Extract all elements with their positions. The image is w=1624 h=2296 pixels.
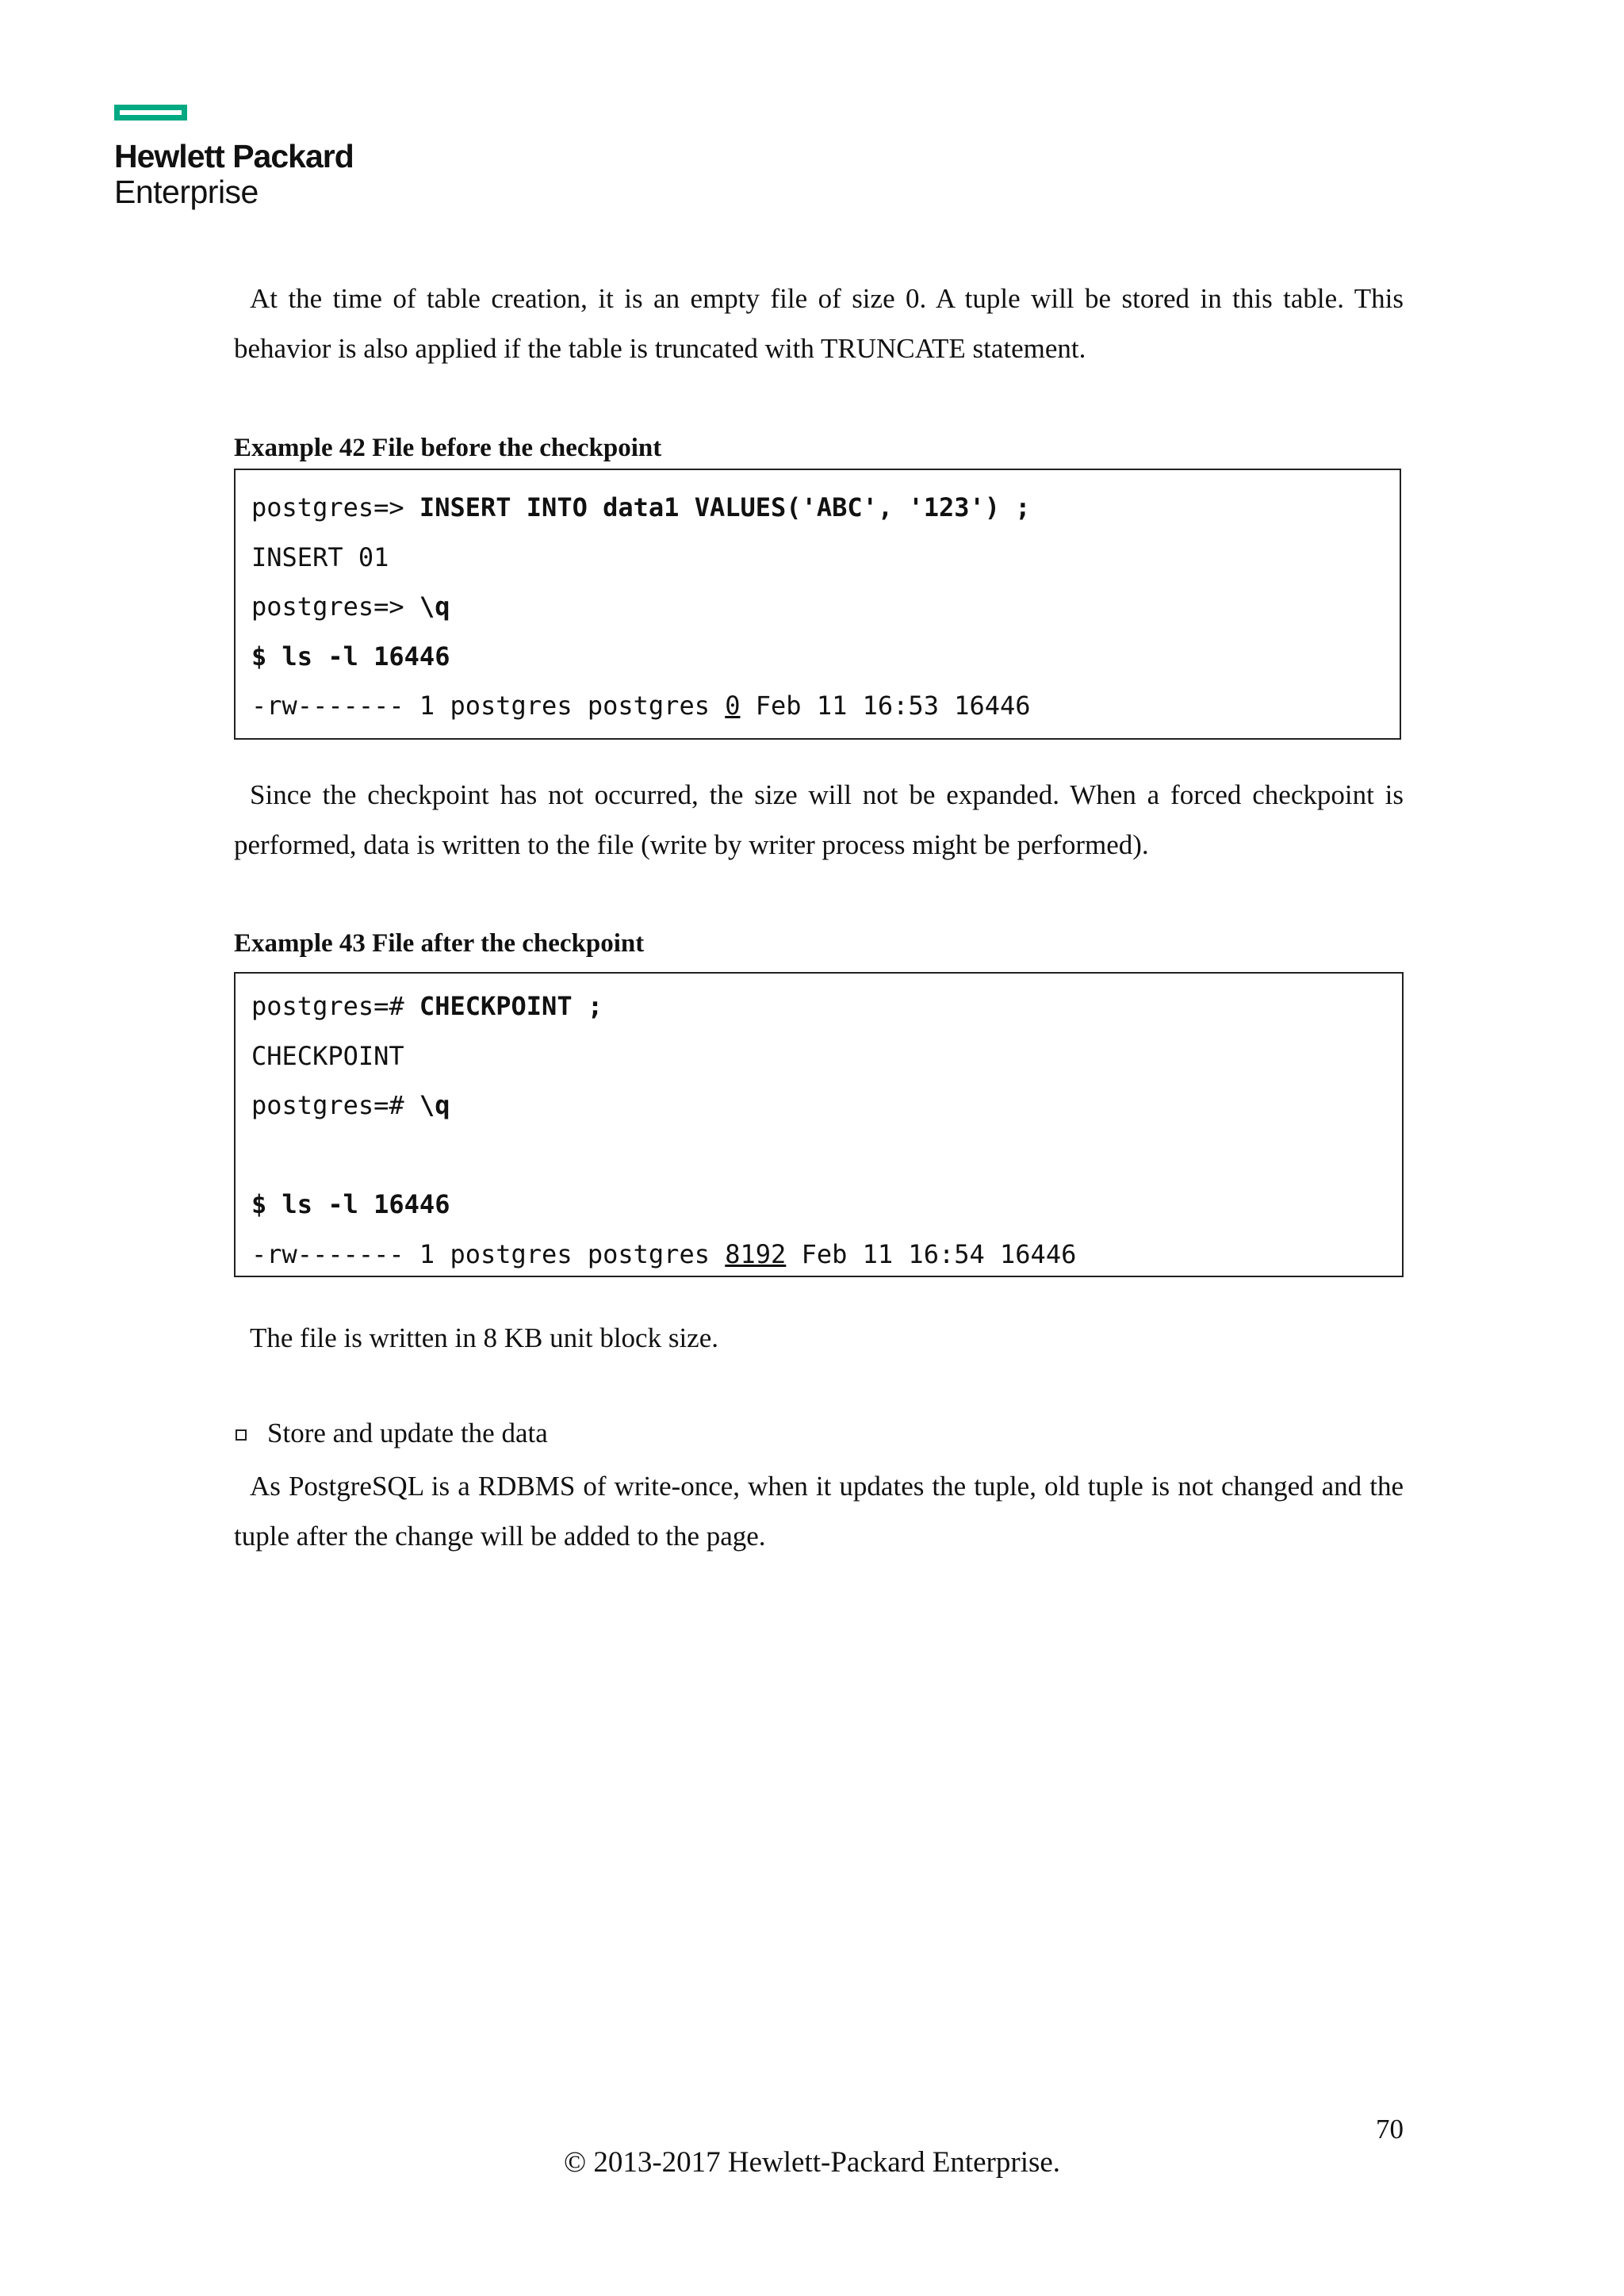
hpe-logo [114,105,354,209]
paragraph-write-once: As PostgreSQL is a RDBMS of write-once, when it updates the tuple, old tuple is not changed and the tuple after the change will be added to the page. [234,1471,1404,1552]
paragraph-table-creation: At the time of table creation, it is an empty file of size 0. A tuple will be stored in this table. This behavior is also applied if the table is truncated with TRUNCATE statement. [234,283,1404,364]
code-prompt: postgres=# [251,1090,419,1120]
code-command: CHECKPOINT ; [419,991,603,1021]
code-line [251,1230,1402,1280]
code-output-post: Feb 11 16:54 16446 [786,1238,1077,1269]
code-line [251,632,1400,682]
code-line [251,982,1402,1031]
code-command: ls -l 16446 [282,1189,450,1219]
code-line [251,681,1400,731]
example-42-code-block [234,469,1401,740]
code-command: ls -l 16446 [282,641,450,672]
logo-text-line2: Enterprise [114,174,259,210]
paragraph-checkpoint-not-occurred: Since the checkpoint has not occurred, the size will not be expanded. When a forced checkpoint is performed, data is written to the file (write by writer process might be performed). [234,779,1404,860]
bullet-text: Store and update the data [267,1418,548,1448]
paragraph-block-size: The file is written in 8 KB unit block size. [250,1322,719,1353]
code-output: INSERT 01 [251,541,389,572]
example-43-caption: Example 43 File after the checkpoint [234,929,645,958]
code-prompt: $ [251,1189,282,1219]
code-output-pre: -rw------- 1 postgres postgres [251,1238,726,1269]
logo-text-line1: Hewlett Packard [114,138,354,174]
code-line-blank [251,1131,1402,1181]
code-line [251,483,1400,533]
code-line [251,582,1400,632]
file-size-value: 0 [725,691,741,721]
code-output-post: Feb 11 16:53 16446 [740,691,1031,721]
code-output: CHECKPOINT [251,1040,404,1071]
code-prompt: postgres=> [251,591,419,622]
example-43-code-block [234,972,1404,1277]
code-output-pre: -rw------- 1 postgres postgres [251,691,726,721]
example-42-caption: Example 42 File before the checkpoint [234,434,662,462]
empty-square-bullet-icon [236,1429,247,1441]
code-command: \q [419,591,450,622]
bullet-item [236,1416,548,1451]
hpe-logo-rectangle-icon [114,105,187,121]
file-size-value: 8192 [725,1238,787,1269]
code-line [251,533,1400,583]
copyright-notice: © 2013-2017 Hewlett-Packard Enterprise. [563,2146,1061,2179]
code-prompt: postgres=> [251,492,419,522]
code-line [251,1081,1402,1131]
code-line [251,1031,1402,1081]
code-prompt: postgres=# [251,991,419,1021]
code-prompt: $ [251,641,282,672]
code-command: INSERT INTO data1 VALUES('ABC', '123') ; [419,492,1031,522]
page-number: 70 [1376,2114,1404,2145]
code-command: \q [419,1090,450,1120]
code-line [251,1180,1402,1230]
